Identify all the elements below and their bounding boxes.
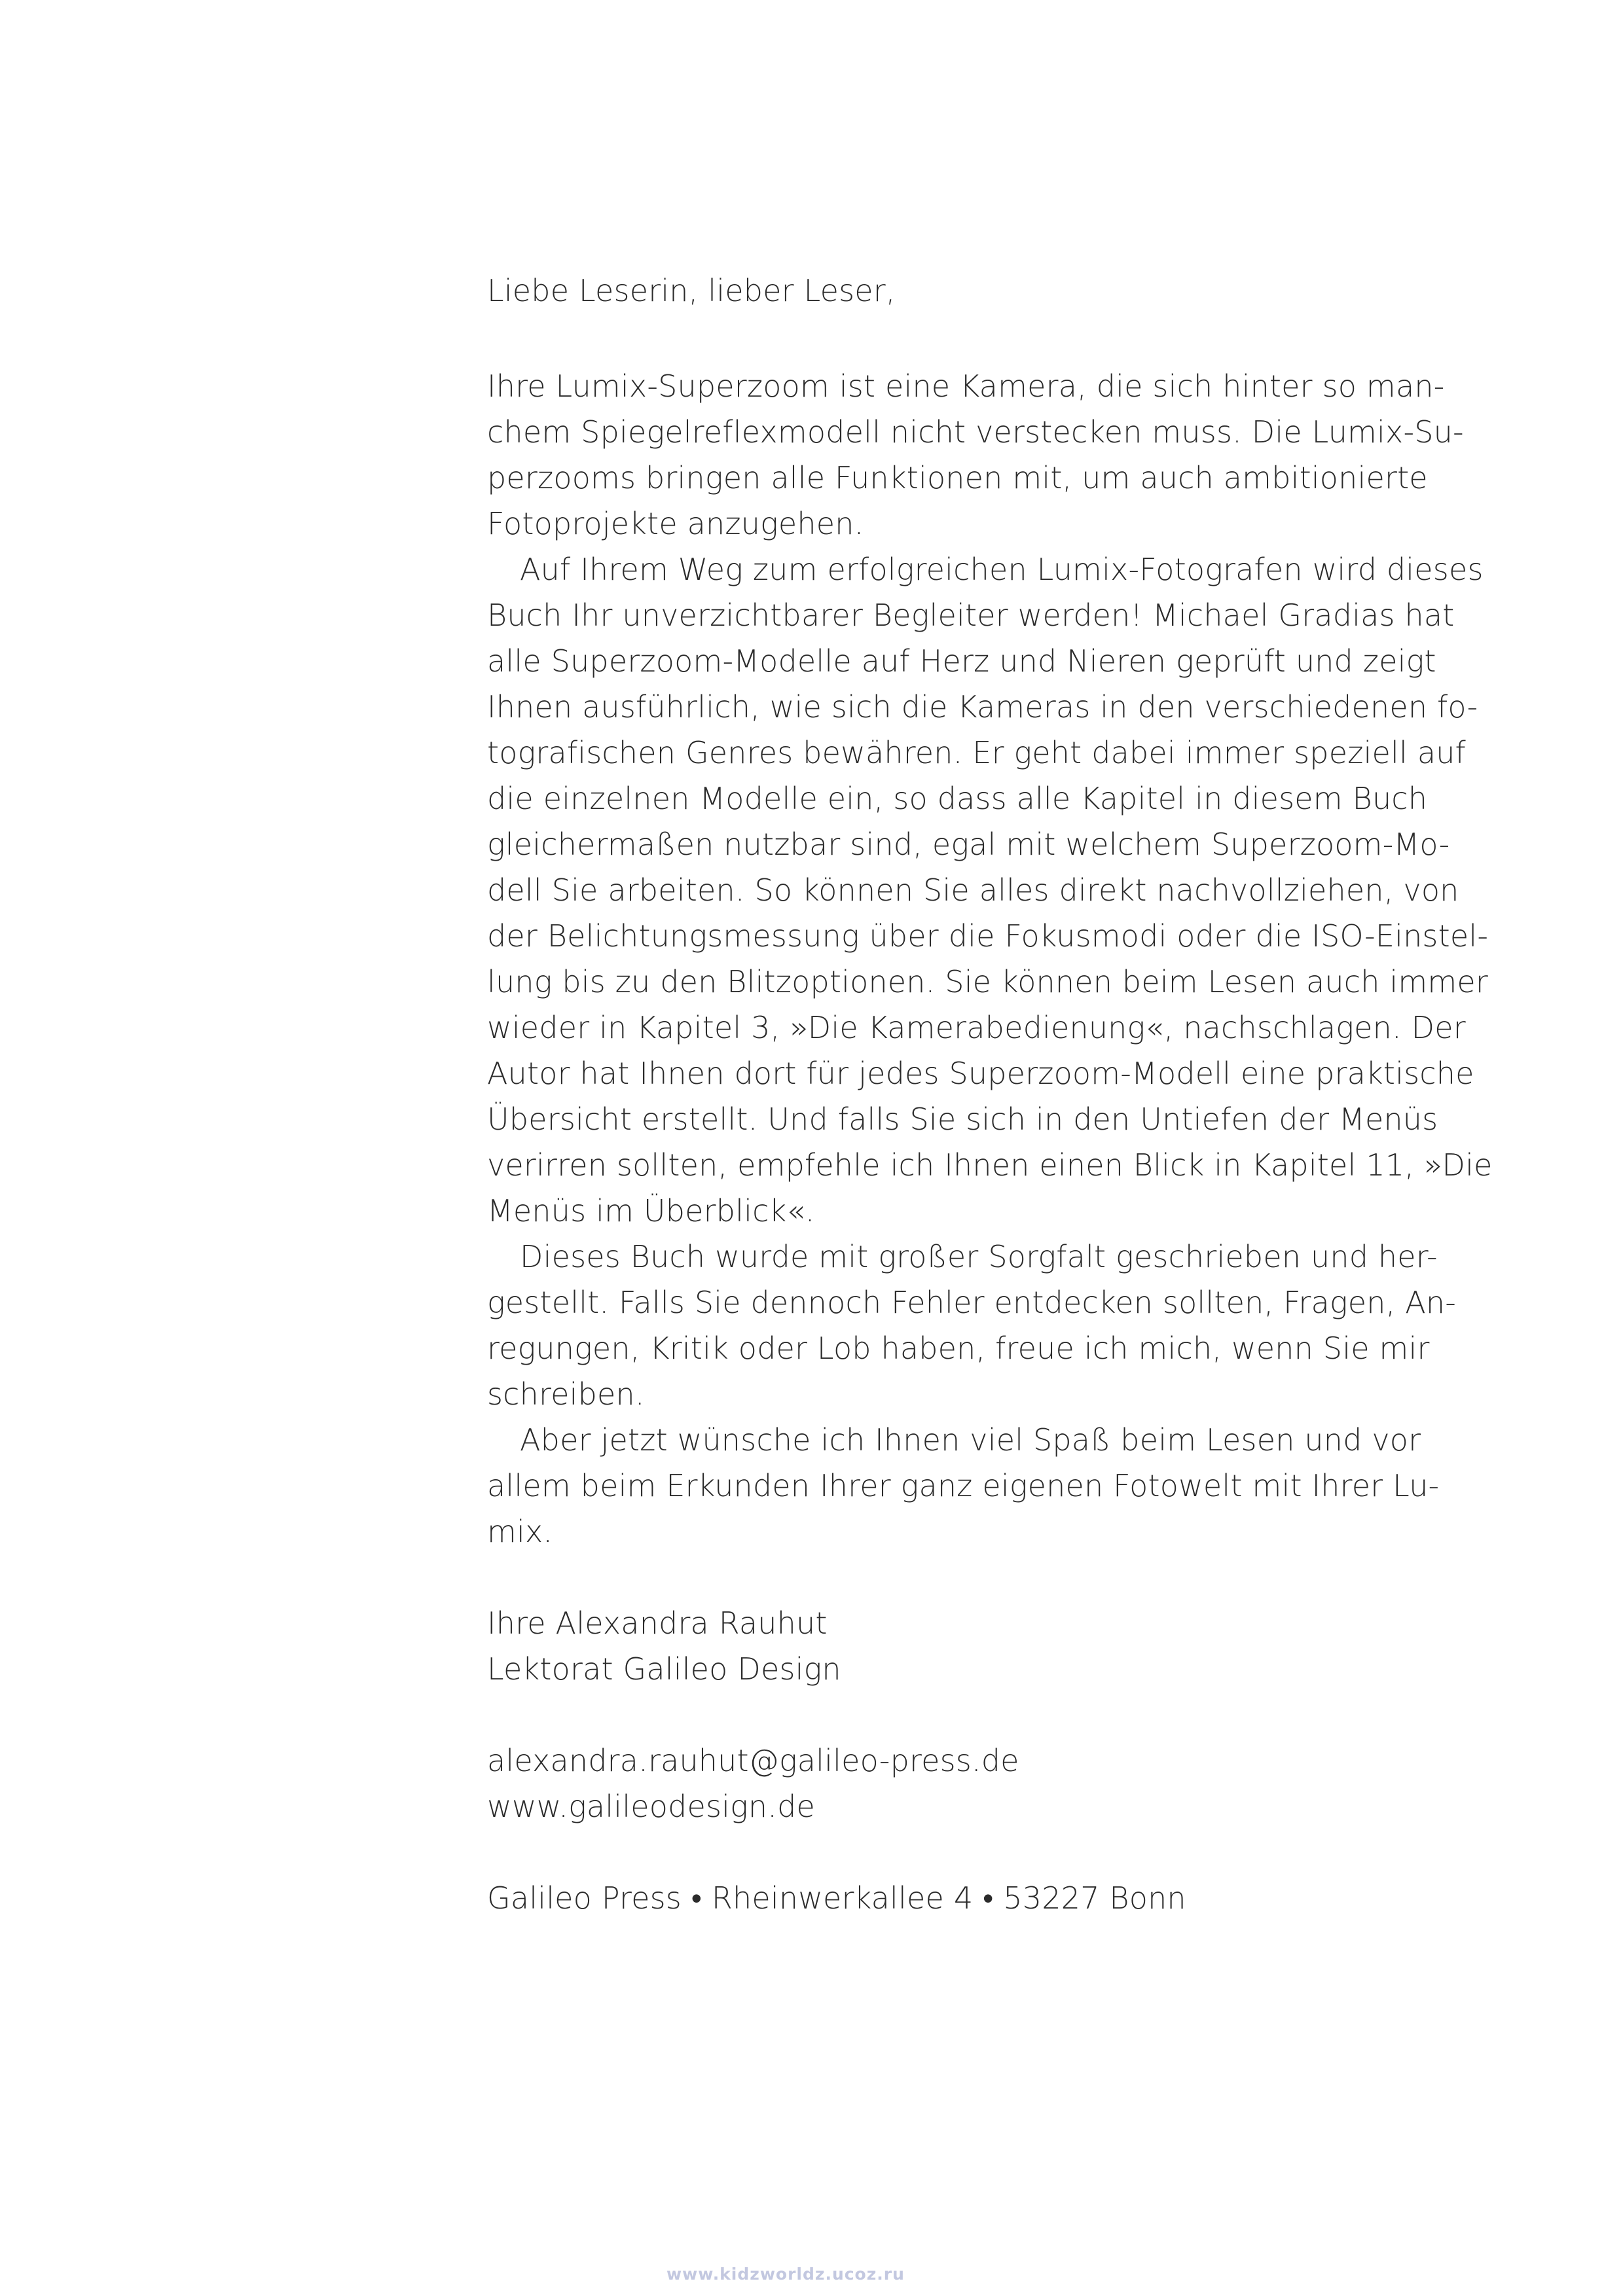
- paragraph2-line: der Belichtungsmessung über die Fokusmodi oder die ISO-Einstel-: [487, 918, 1489, 954]
- paragraph3-line: gestellt. Falls Sie dennoch Fehler entdecken sollten, Fragen, An-: [487, 1285, 1457, 1320]
- paragraph2-line: Auf Ihrem Weg zum erfolgreichen Lumix-Fotografen wird dieses: [520, 552, 1484, 587]
- paragraph2-line: dell Sie arbeiten. So können Sie alles direkt nachvollziehen, von: [487, 872, 1459, 908]
- paragraph4-line: Aber jetzt wünsche ich Ihnen viel Spaß beim Lesen und vor: [520, 1422, 1421, 1458]
- publisher-address: Galileo Press • Rheinwerkallee 4 • 53227 Bonn: [487, 1880, 1186, 1916]
- website-link[interactable]: www.galileodesign.de: [487, 1789, 815, 1824]
- paragraph2-line: Übersicht erstellt. Und falls Sie sich in den Untiefen der Menüs: [487, 1102, 1438, 1137]
- paragraph4-line: mix.: [487, 1514, 553, 1549]
- signature-name: Ihre Alexandra Rauhut: [487, 1605, 828, 1641]
- paragraph2-line: Autor hat Ihnen dort für jedes Superzoom-Modell eine praktische: [487, 1056, 1474, 1091]
- paragraph3-line: Dieses Buch wurde mit großer Sorgfalt geschrieben und her-: [520, 1239, 1438, 1274]
- paragraph2-line: verirren sollten, empfehle ich Ihnen einen Blick in Kapitel 11, »Die: [487, 1147, 1493, 1183]
- email-link[interactable]: alexandra.rauhut@galileo-press.de: [487, 1743, 1019, 1778]
- paragraph1-line: chem Spiegelreflexmodell nicht verstecken muss. Die Lumix-Su-: [487, 414, 1464, 450]
- salutation: Liebe Leserin, lieber Leser,: [487, 273, 896, 308]
- paragraph3-line: regungen, Kritik oder Lob haben, freue ich mich, wenn Sie mir: [487, 1331, 1430, 1366]
- paragraph2-line: wieder in Kapitel 3, »Die Kamerabedienung«, nachschlagen. Der: [487, 1010, 1466, 1045]
- signature-role: Lektorat Galileo Design: [487, 1651, 841, 1687]
- paragraph1-line: Ihre Lumix-Superzoom ist eine Kamera, die sich hinter so man-: [487, 368, 1445, 404]
- paragraph2-line: Ihnen ausführlich, wie sich die Kameras in den verschiedenen fo-: [487, 689, 1478, 725]
- paragraph1-line: perzooms bringen alle Funktionen mit, um auch ambitionierte: [487, 460, 1428, 495]
- paragraph1-line: Fotoprojekte anzugehen.: [487, 506, 864, 541]
- paragraph2-line: Buch Ihr unverzichtbarer Begleiter werden! Michael Gradias hat: [487, 598, 1455, 633]
- paragraph2-line: tografischen Genres bewähren. Er geht dabei immer speziell auf: [487, 735, 1466, 770]
- paragraph3-line: schreiben.: [487, 1376, 645, 1412]
- watermark: www.kidzworldz.ucoz.ru: [666, 2265, 905, 2284]
- paragraph2-line: lung bis zu den Blitzoptionen. Sie können beim Lesen auch immer: [487, 964, 1489, 999]
- paragraph2-line: die einzelnen Modelle ein, so dass alle Kapitel in diesem Buch: [487, 781, 1428, 816]
- paragraph2-line: alle Superzoom-Modelle auf Herz und Nieren geprüft und zeigt: [487, 643, 1436, 679]
- paragraph4-line: allem beim Erkunden Ihrer ganz eigenen Fotowelt mit Ihrer Lu-: [487, 1468, 1440, 1503]
- paragraph2-line: gleichermaßen nutzbar sind, egal mit welchem Superzoom-Mo-: [487, 827, 1450, 862]
- paragraph2-line: Menüs im Überblick«.: [487, 1193, 815, 1229]
